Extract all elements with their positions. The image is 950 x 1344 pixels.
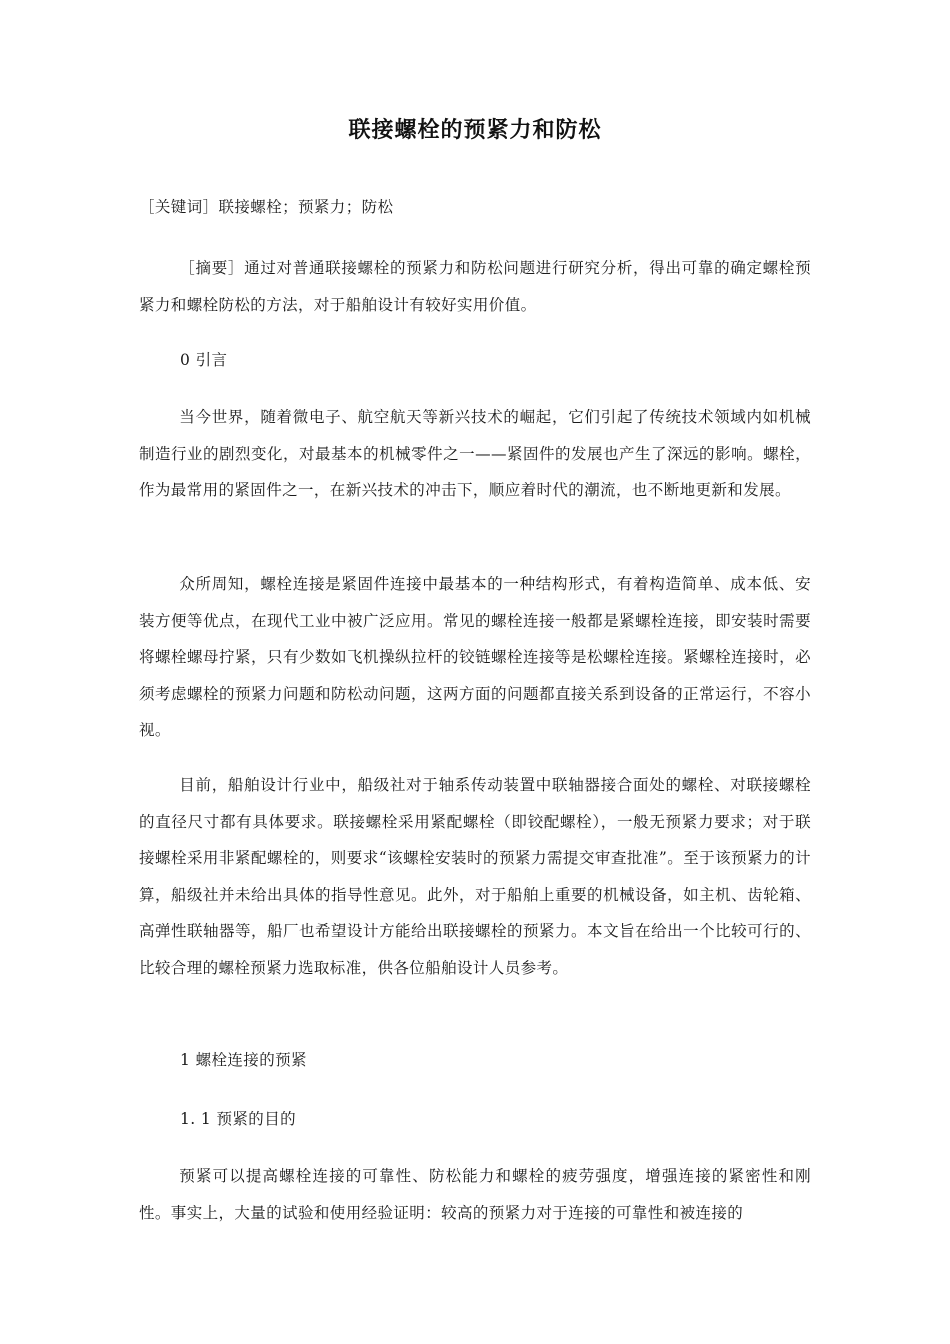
intro-paragraph-3: 目前，船舶设计行业中，船级社对于轴系传动装置中联轴器接合面处的螺栓、对联接螺栓的直径尺寸都有具体要求。联接螺栓采用紧配螺栓（即铰配螺栓），一般无预紧力要求；对于联接螺栓采用非紧配螺栓的，则要求“该螺栓安装时的预紧力需提交审查批准”。至于该预紧力的计算，船级社并未给出具体的指导性意见。此外，对于船舶上重要的机械设备，如主机、齿轮箱、高弹性联轴器等，船厂也希望设计方能给出联接螺栓的预紧力。本文旨在给出一个比较可行的、比较合理的螺栓预紧力选取标准，供各位船舶设计人员参考。	[139, 776, 811, 977]
intro-paragraph-1: 当今世界，随着微电子、航空航天等新兴技术的崛起，它们引起了传统技术领域内如机械制造行业的剧烈变化，对最基本的机械零件之一——紧固件的发展也产生了深远的影响。螺栓，作为最常用的紧固件之一，在新兴技术的冲击下，顺应着时代的潮流，也不断地更新和发展。	[139, 408, 811, 499]
section-heading-1: 1 螺栓连接的预紧	[180, 1051, 307, 1069]
keywords-line: ［关键词］联接螺栓；预紧力；防松	[139, 198, 394, 216]
section-heading-1-1: 1. 1 预紧的目的	[180, 1110, 297, 1128]
section-heading-intro: 0 引言	[180, 351, 228, 369]
section-1-1-paragraph: 预紧可以提高螺栓连接的可靠性、防松能力和螺栓的疲劳强度，增强连接的紧密性和刚性。事实上，大量的试验和使用经验证明：较高的预紧力对于连接的可靠性和被连接的	[139, 1167, 811, 1222]
abstract-paragraph: ［摘要］通过对普通联接螺栓的预紧力和防松问题进行研究分析，得出可靠的确定螺栓预紧力和螺栓防松的方法，对于船舶设计有较好实用价值。	[139, 259, 811, 314]
intro-paragraph-2: 众所周知，螺栓连接是紧固件连接中最基本的一种结构形式，有着构造简单、成本低、安装方便等优点，在现代工业中被广泛应用。常见的螺栓连接一般都是紧螺栓连接，即安装时需要将螺栓螺母拧紧，只有少数如飞机操纵拉杆的铰链螺栓连接等是松螺栓连接。紧螺栓连接时，必须考虑螺栓的预紧力问题和防松动问题，这两方面的问题都直接关系到设备的正常运行，不容小视。	[139, 575, 811, 739]
document-title: 联接螺栓的预紧力和防松	[348, 118, 602, 143]
